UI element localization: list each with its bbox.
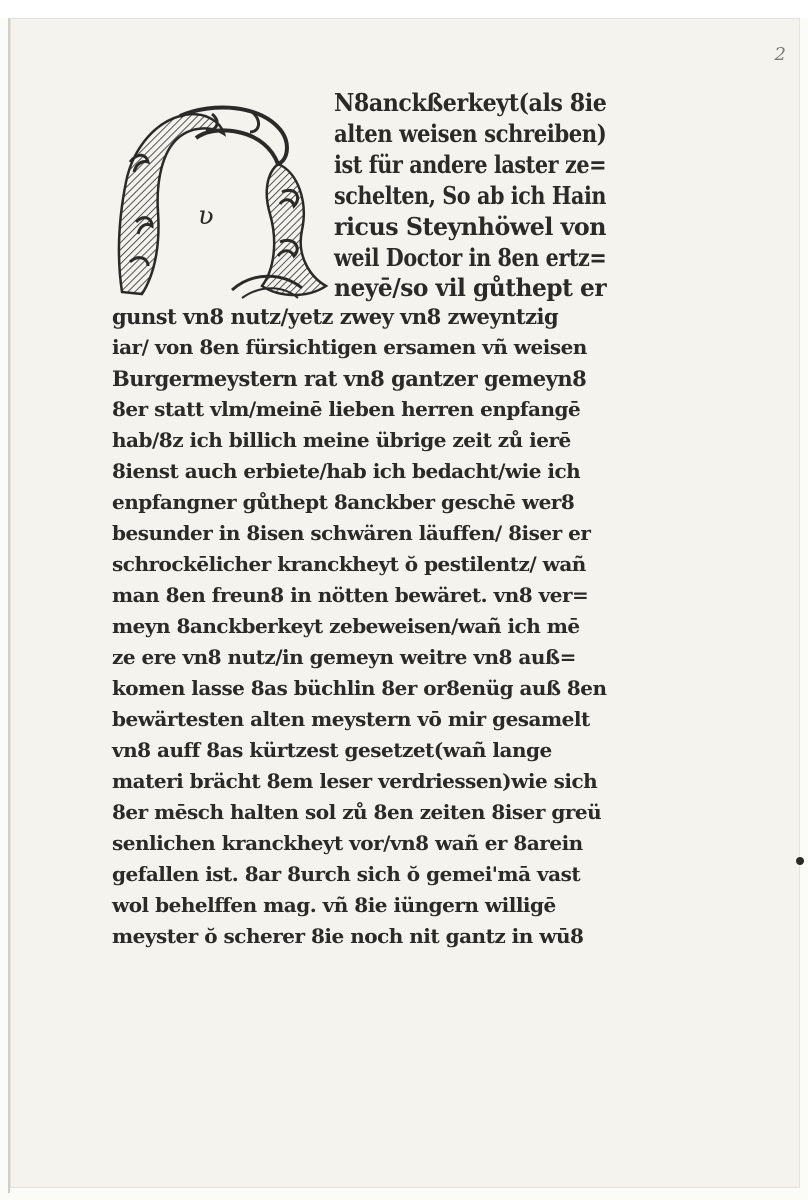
text-line: hab/8z ich billich meine übrige zeit zů ierē (112, 428, 571, 452)
text-line: schrockēlicher kranckheyt ŏ pestilentz/ wañ (112, 552, 586, 576)
text-line: weil Doctor in 8en ertz= (334, 243, 607, 272)
text-line: besunder in 8isen schwären läuffen/ 8iser er (112, 521, 591, 545)
svg-text:ʋ: ʋ (198, 201, 214, 231)
text-line: 8er mēsch halten sol zů 8en zeiten 8iser greü (112, 800, 602, 824)
text-line: wol behelffen mag. vñ 8ie iüngern willigē (112, 893, 556, 917)
scan-top-border (0, 0, 808, 18)
text-line: ist für andere laster ze= (334, 150, 607, 179)
text-line: ze ere vn8 nutz/in gemeyn weitre vn8 auß= (112, 645, 576, 669)
text-line: meyn 8anckberkeyt zebeweisen/wañ ich mē (112, 614, 580, 638)
page-left-edge (8, 18, 10, 1193)
text-line: 8er statt vlm/meinē lieben herren enpfangē (112, 397, 581, 421)
text-line: meyster ŏ scherer 8ie noch nit gantz in wū8 (112, 924, 584, 948)
text-line: ricus Steynhöwel von (334, 212, 607, 241)
text-line: enpfangner gůthept 8anckber geschē wer8 (112, 490, 575, 514)
text-line: neyē/so vil gůthept er (334, 273, 607, 302)
text-line: N8anckßerkeyt(als 8ie (334, 88, 607, 117)
text-line: materi brächt 8em leser verdriessen)wie sich (112, 769, 598, 793)
text-line: Burgermeystern rat vn8 gantzer gemeyn8 (112, 366, 587, 391)
text-line: vn8 auff 8as kürtzest gesetzet(wañ lange (112, 738, 552, 762)
text-line: iar/ von 8en fürsichtigen ersamen vñ weisen (112, 335, 587, 359)
text-line: alten weisen schreiben) (334, 119, 607, 148)
decorated-initial (112, 102, 332, 307)
text-line: schelten, So ab ich Hain (334, 181, 607, 210)
folio-number: 2 (774, 44, 786, 65)
text-line: bewärtesten alten meystern vō mir gesamelt (112, 707, 590, 731)
text-line: 8ienst auch erbiete/hab ich bedacht/wie ich (112, 459, 581, 483)
text-line: gefallen ist. 8ar 8urch sich ŏ gemei'mā vast (112, 862, 581, 886)
text-line: man 8en freun8 in nötten bewäret. vn8 ver= (112, 583, 589, 607)
text-line: gunst vn8 nutz/yetz zwey vn8 zweyntzig (112, 304, 559, 329)
margin-dot (796, 857, 804, 865)
text-line: senlichen kranckheyt vor/vn8 wañ er 8arein (112, 831, 583, 855)
text-line: komen lasse 8as büchlin 8er or8enüg auß 8en (112, 676, 607, 700)
